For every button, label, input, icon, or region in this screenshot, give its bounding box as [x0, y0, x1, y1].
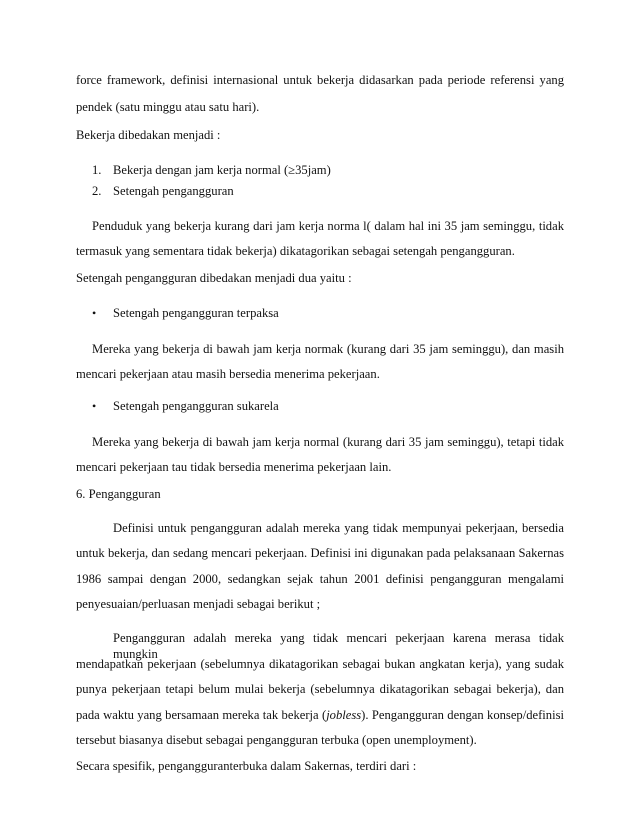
bullet-marker: •: [92, 306, 97, 320]
p1-line1: force framework, definisi internasional untuk bekerja didasarkan pada periode referensi yang: [76, 73, 564, 87]
list-item-text: Setengah pengangguran: [113, 184, 234, 198]
p1-line2: pendek (satu minggu atau satu hari).: [76, 100, 260, 114]
p5-line3: 1986 sampai dengan 2000, sedangkan sejak tahun 2001 definisi pengangguran mengalami: [76, 572, 564, 586]
bullet-text: Setengah pengangguran terpaksa: [113, 306, 279, 320]
p6-line4-post: ). Pengangguran dengan konsep/definisi: [361, 708, 564, 722]
p5-line4: penyesuaian/perluasan menjadi sebagai berikut ;: [76, 597, 321, 611]
bullet-text: Setengah pengangguran sukarela: [113, 399, 279, 413]
p3-line1: Mereka yang bekerja di bawah jam kerja normak (kurang dari 35 jam seminggu), dan masih: [92, 342, 564, 356]
p6-line2: mendapatkan pekerjaan (sebelumnya dikatagorikan sebagai bukan angkatan kerja), yang sudak: [76, 657, 564, 671]
p6-line3: punya pekerjaan tetapi belum mulai bekerja (sebelumnya dikatagorikan sebagai bekerja), dan: [76, 682, 564, 696]
p6-line4-pre: pada waktu yang bersamaan mereka tak bekerja (: [76, 708, 327, 722]
p4-line1: Mereka yang bekerja di bawah jam kerja normal (kurang dari 35 jam seminggu), tetapi tidak: [92, 435, 564, 449]
bullet-marker: •: [92, 399, 97, 413]
p5-line2: untuk bekerja, dan sedang mencari pekerjaan. Definisi ini digunakan pada pelaksanaan Sakernas: [76, 546, 564, 560]
bekerja-heading: Bekerja dibedakan menjadi :: [76, 128, 221, 142]
p4-line2: mencari pekerjaan tau tidak bersedia menerima pekerjaan lain.: [76, 460, 392, 474]
list-item-text: Bekerja dengan jam kerja normal (≥35jam): [113, 163, 331, 177]
setengah-heading: Setengah pengangguran dibedakan menjadi dua yaitu :: [76, 271, 352, 285]
jobless-term: jobless: [326, 708, 362, 722]
p3-line2: mencari pekerjaan atau masih bersedia menerima pekerjaan.: [76, 367, 380, 381]
section-heading: 6. Pengangguran: [76, 487, 161, 501]
list-item-marker: 2.: [92, 184, 102, 198]
p2-line1: Penduduk yang bekerja kurang dari jam kerja norma l( dalam hal ini 35 jam seminggu, tidak: [92, 219, 564, 233]
p2-line2: termasuk yang sementara tidak bekerja) dikatagorikan sebagai setengah pengangguran.: [76, 244, 515, 258]
p6-line4: [76, 707, 564, 723]
p6-line1: Pengangguran adalah mereka yang tidak mencari pekerjaan karena merasa tidak mungkin: [113, 631, 564, 661]
list-item-marker: 1.: [92, 163, 102, 177]
p6-line5: tersebut biasanya disebut sebagai pengangguran terbuka (open unemployment).: [76, 733, 477, 747]
closing-line: Secara spesifik, pengangguranterbuka dalam Sakernas, terdiri dari :: [76, 759, 417, 773]
p5-line1: Definisi untuk pengangguran adalah mereka yang tidak mempunyai pekerjaan, bersedia: [113, 521, 564, 535]
